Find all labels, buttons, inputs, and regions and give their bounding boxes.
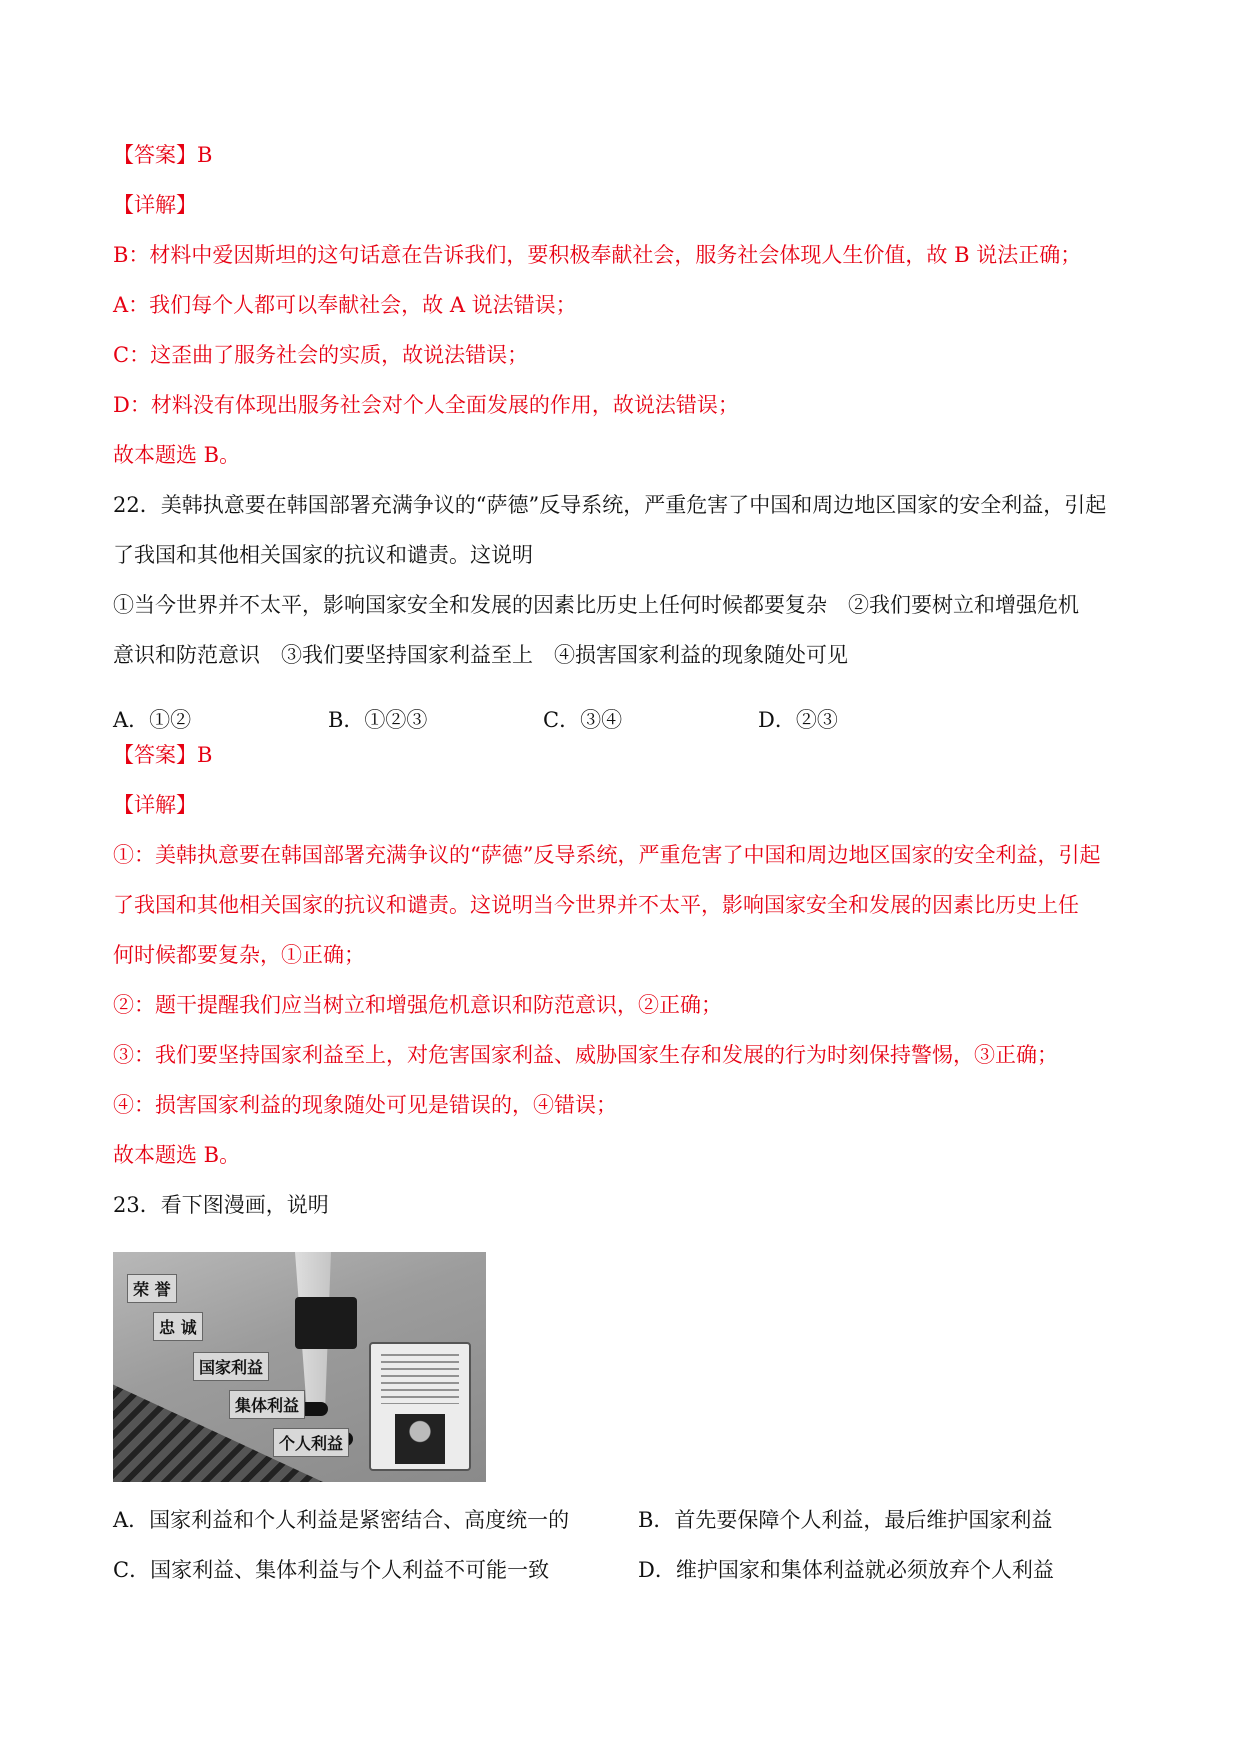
text-line-e6: ④：损害国家利益的现象随处可见是错误的，④错误；: [113, 1093, 617, 1117]
q23-option-d: D．维护国家和集体利益就必须放弃个人利益: [638, 1558, 1054, 1582]
step-label-loyalty: 忠 诚: [153, 1312, 203, 1341]
text-line-q22a: 22．美韩执意要在韩国部署充满争议的“萨德”反导系统，严重危害了中国和周边地区国家的安全利益，引起: [113, 493, 1107, 517]
text-line-e3: 何时候都要复杂，①正确；: [113, 943, 365, 967]
scroll-poster: [369, 1342, 471, 1471]
cartoon-image: [113, 1252, 486, 1482]
text-line-e5: ③：我们要坚持国家利益至上，对危害国家利益、威胁国家生存和发展的行为时刻保持警惕，③正确；: [113, 1043, 1058, 1067]
text-line-e4: ②：题干提醒我们应当树立和增强危机意识和防范意识，②正确；: [113, 993, 722, 1017]
q22-option-c: C．③④: [543, 708, 623, 732]
text-line-e7: 故本题选 B。: [113, 1143, 241, 1167]
text-line-e1: ①：美韩执意要在韩国部署充满争议的“萨德”反导系统，严重危害了中国和周边地区国家的安全利益，引起: [113, 843, 1101, 867]
text-line-r3: C：这歪曲了服务社会的实质，故说法错误；: [113, 343, 529, 367]
text-line-r2: A：我们每个人都可以奉献社会，故 A 说法错误；: [113, 293, 577, 317]
q23-option-b: B．首先要保障个人利益，最后维护国家利益: [638, 1508, 1053, 1532]
scroll-text-lines: [381, 1354, 459, 1404]
text-line-ans2: 【答案】B: [113, 743, 213, 767]
q22-option-d: D．②③: [758, 708, 838, 732]
text-line-e2: 了我国和其他相关国家的抗议和谴责。这说明当今世界并不太平，影响国家安全和发展的因素比历史上任: [113, 893, 1079, 917]
text-line-det1: 【详解】: [113, 193, 197, 217]
text-line-det2: 【详解】: [113, 793, 197, 817]
text-line-ans1: 【答案】B: [113, 143, 213, 167]
text-line-r1: B：材料中爱因斯坦的这句话意在告诉我们，要积极奉献社会，服务社会体现人生价值，故 B 说法正确；: [113, 243, 1082, 267]
text-line-q22d: 意识和防范意识 ③我们要坚持国家利益至上 ④损害国家利益的现象随处可见: [113, 643, 848, 667]
step-label-honor: 荣 誉: [127, 1274, 177, 1303]
text-line-q23: 23．看下图漫画，说明: [113, 1193, 329, 1217]
q23-option-c: C．国家利益、集体利益与个人利益不可能一致: [113, 1558, 550, 1582]
text-line-r4: D：材料没有体现出服务社会对个人全面发展的作用，故说法错误；: [113, 393, 739, 417]
step-label-national-interest: 国家利益: [193, 1352, 269, 1381]
step-label-personal-interest: 个人利益: [273, 1428, 349, 1457]
text-line-q22c: ①当今世界并不太平，影响国家安全和发展的因素比历史上任何时候都要复杂 ②我们要树立和增强危机: [113, 593, 1079, 617]
q22-option-a: A．①②: [113, 708, 192, 732]
q23-option-a: A．国家利益和个人利益是紧密结合、高度统一的: [113, 1508, 570, 1532]
text-line-r5: 故本题选 B。: [113, 443, 241, 467]
q22-option-b: B．①②③: [328, 708, 428, 732]
text-line-q22b: 了我国和其他相关国家的抗议和谴责。这说明: [113, 543, 533, 567]
step-label-collective-interest: 集体利益: [229, 1390, 305, 1419]
portrait-photo: [395, 1414, 445, 1464]
briefcase-shape: [295, 1297, 357, 1349]
